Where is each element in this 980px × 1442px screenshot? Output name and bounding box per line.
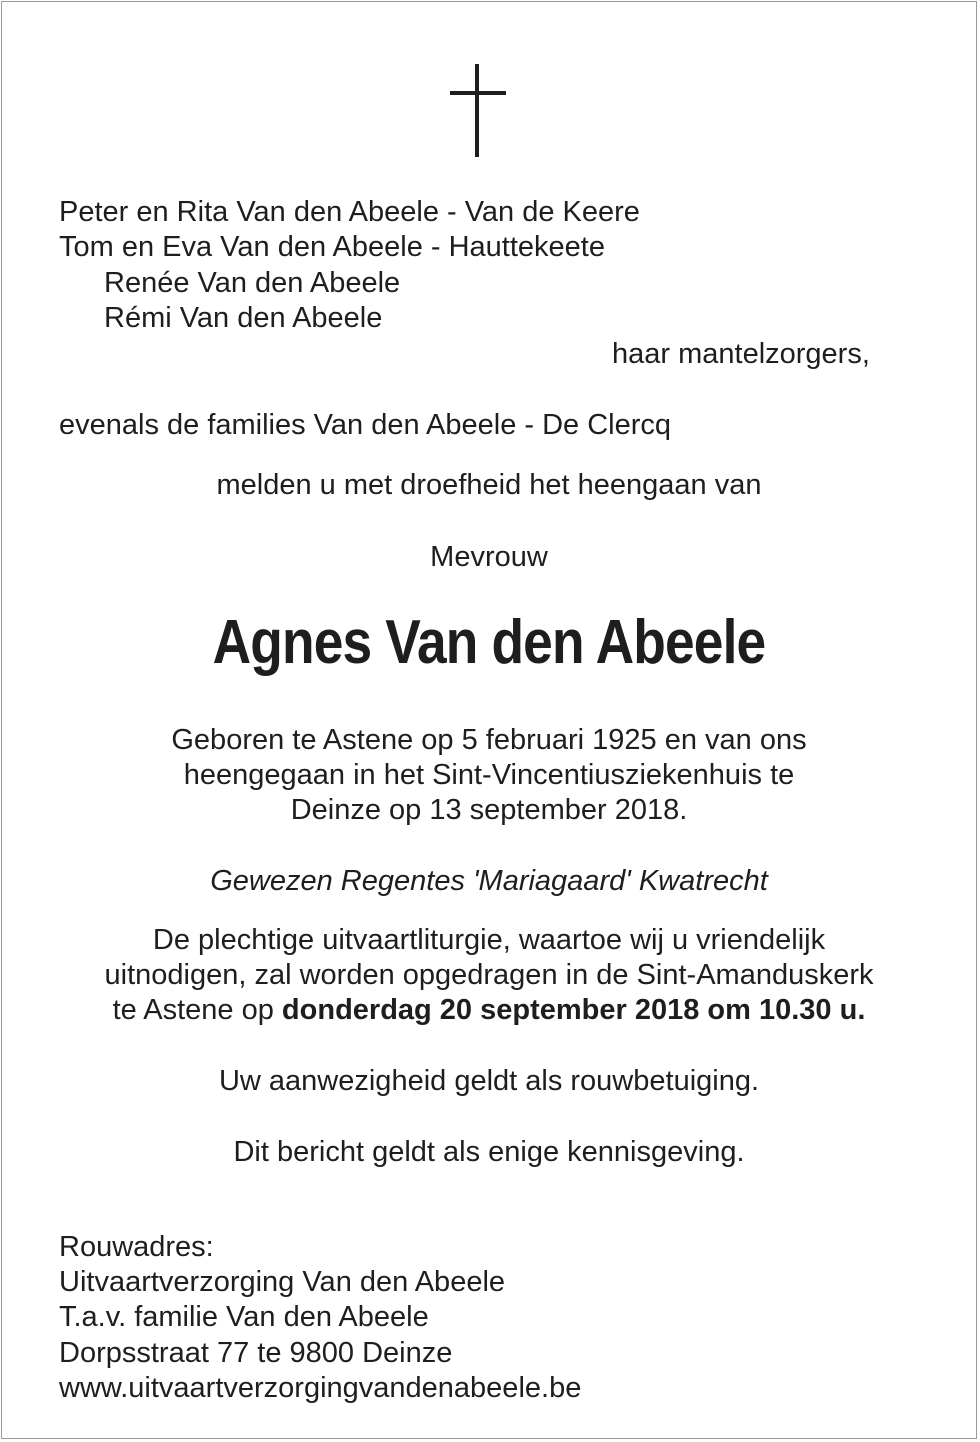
announcer-line-1: Peter en Rita Van den Abeele - Van de Keere [59, 196, 640, 228]
notice-note: Dit bericht geldt als enige kennisgeving. [233, 1136, 745, 1168]
funeral-line-2: uitnodigen, zal worden opgedragen in de Sint-Amanduskerk [104, 959, 874, 991]
announcer-line-3: Renée Van den Abeele [104, 267, 401, 299]
funeral-date-time: donderdag 20 september 2018 om 10.30 u. [281, 994, 866, 1026]
salutation: Mevrouw [430, 541, 548, 573]
announcer-line-2: Tom en Eva Van den Abeele - Hauttekeete [59, 231, 605, 263]
address-line-1: Uitvaartverzorging Van den Abeele [59, 1266, 506, 1298]
funeral-line-3 [0, 996, 978, 1025]
presence-note: Uw aanwezigheid geldt als rouwbetuiging. [218, 1065, 760, 1097]
address-line-2: T.a.v. familie Van den Abeele [59, 1301, 429, 1333]
caregivers-label: haar mantelzorgers, [612, 338, 870, 370]
birth-death-line-2: heengegaan in het Sint-Vincentiusziekenhuis te [183, 759, 795, 791]
cross-icon [0, 0, 980, 170]
deceased-name: Agnes Van den Abeele [212, 608, 766, 677]
address-label: Rouwadres: [59, 1231, 214, 1263]
funeral-line-3-prefix: te Astene op [112, 994, 282, 1026]
families-line: evenals de families Van den Abeele - De Clercq [59, 409, 672, 441]
address-line-3: Dorpsstraat 77 te 9800 Deinze [59, 1337, 453, 1369]
birth-death-line-1: Geboren te Astene op 5 februari 1925 en van ons [171, 724, 807, 756]
former-role: Gewezen Regentes 'Mariagaard' Kwatrecht [210, 865, 768, 897]
website-link[interactable]: www.uitvaartverzorgingvandenabeele.be [59, 1372, 582, 1404]
intro-line: melden u met droefheid het heengaan van [216, 469, 762, 501]
announcer-line-4: Rémi Van den Abeele [104, 302, 383, 334]
birth-death-line-3: Deinze op 13 september 2018. [290, 794, 688, 826]
funeral-line-1: De plechtige uitvaartliturgie, waartoe wij u vriendelijk [152, 924, 826, 956]
